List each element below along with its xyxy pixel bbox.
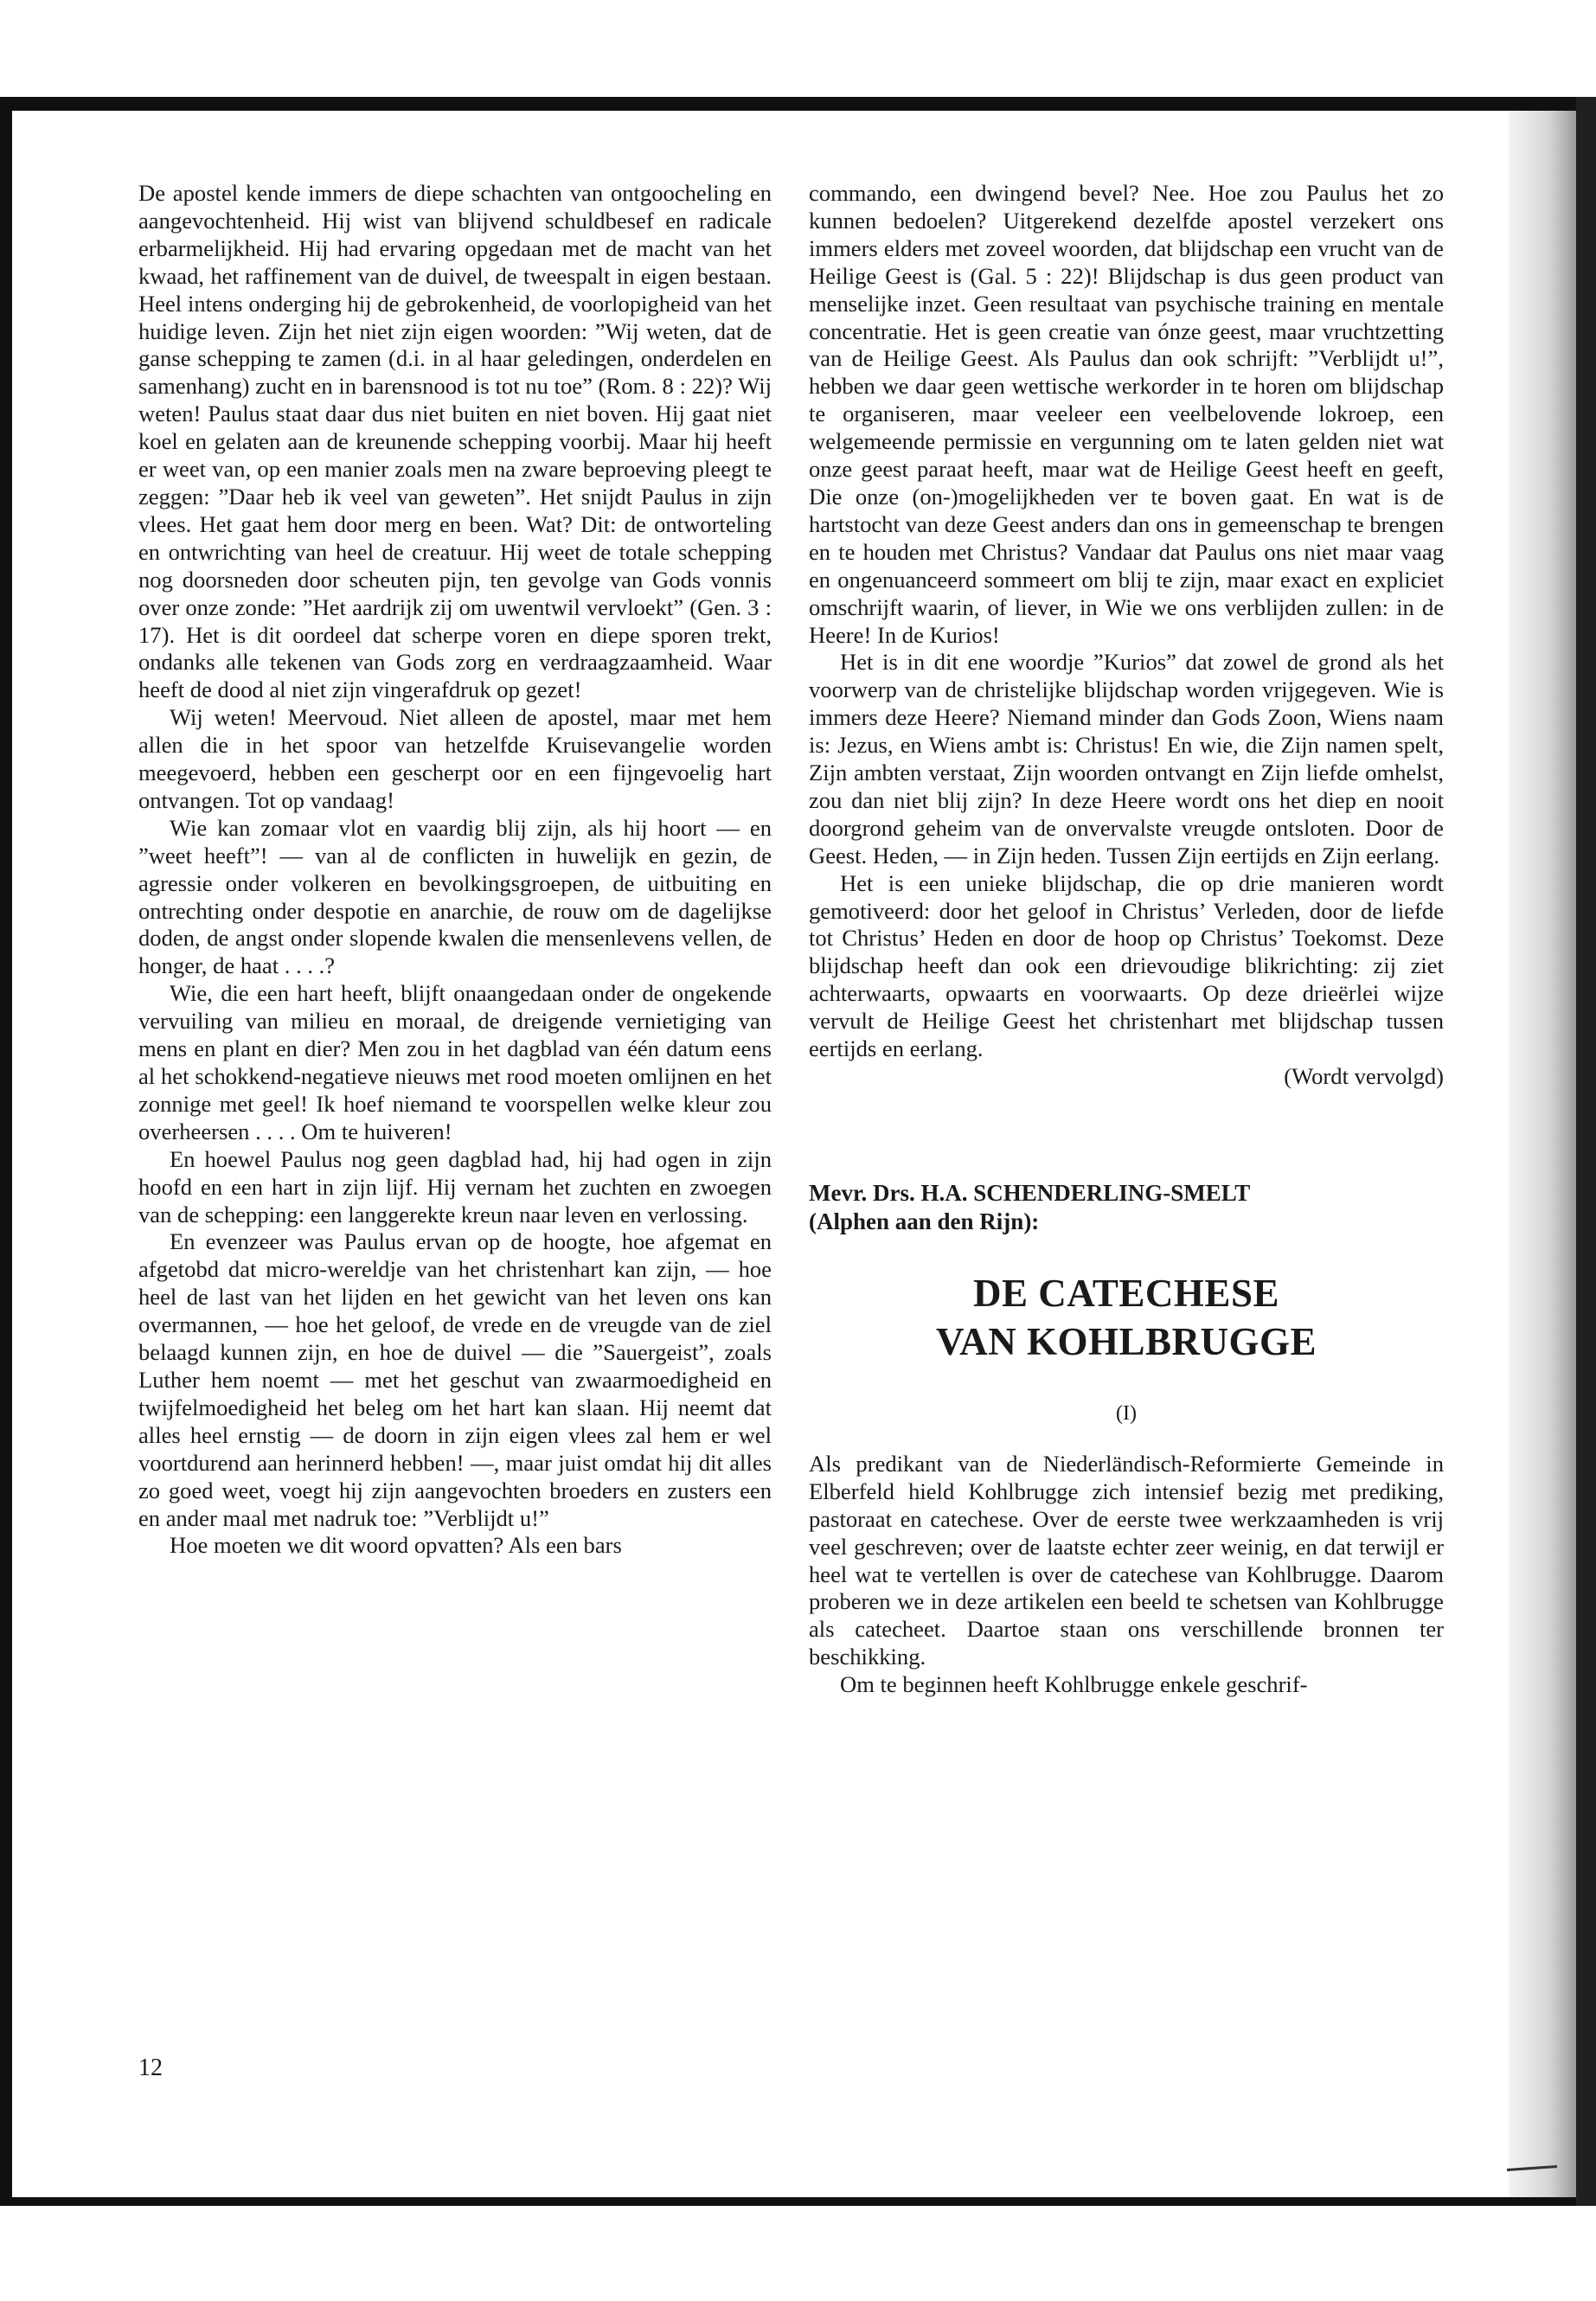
paragraph: En hoewel Paulus nog geen dagblad had, hij had ogen in zijn hoofd en een hart in zijn lijf. Hij vernam het zuchten en zwoegen van de schepping: een langgerekte kreun naar leven en verlossing. — [138, 1145, 772, 1227]
scan-frame-bottom — [0, 2197, 1596, 2206]
scan-frame-top — [0, 97, 1596, 111]
scan-frame-left — [0, 97, 12, 2206]
paragraph: Wie kan zomaar vlot en vaardig blij zijn, als hij hoort — en ”weet heeft”! — van al de conflicten in huwelijk en gezin, de agressie onder volkeren en bevolkingsgroepen, de uitbuiting en ontrechting onder despotie en anarchie, de rouw om de dagelijkse doden, de angst onder slopende kwalen die mensenlevens vellen, de honger, de haat . . . .? — [138, 814, 772, 979]
article-author — [809, 1179, 1444, 1236]
paragraph: Om te beginnen heeft Kohlbrugge enkele geschrif- — [840, 1671, 1308, 1698]
paragraph: En evenzeer was Paulus ervan op de hoogte, hoe afgemat en afgetobd dat micro-wereldje van het christenhart kan zijn, — hoe heel de last van het lijden en het gewicht van het leven ons kan overmannen, — hoe het geloof, de vrede en de vreugde van de ziel belaagd kunnen zijn, en hoe de duivel — die ”Sauergeist”, zoals Luther hem noemt — met het geschut van zwaarmoedigheid en twijfelmoedigheid het beleg om het hart kan slaan. Hij neemt dat alles heel ernstig — de doorn in zijn eigen vlees zal hem er wel voortdurend aan herinnerd hebben! —, maar juist omdat hij dit alles zo goed weet, voegt hij zijn aangevochten broeders en zusters een en ander maal met nadruk toe: ”Verblijdt u!” — [138, 1228, 772, 1531]
title-line-2: VAN KOHLBRUGGE — [936, 1319, 1317, 1363]
right-column — [809, 180, 1444, 1699]
author-place: (Alphen aan den Rijn): — [809, 1208, 1040, 1234]
paragraph: Hoe moeten we dit woord opvatten? Als een bars — [170, 1532, 622, 1559]
paragraph: Het is in dit ene woordje ”Kurios” dat zowel de grond als het voorwerp van de christelijke blijdschap worden vrijgegeven. Wie is immers deze Heere? Niemand minder dan Gods Zoon, Wiens naam is: Jezus, en Wiens ambt is: Christus! En wie, die Zijn namen spelt, Zijn ambten verstaat, Zijn woorden ontvangt en Zijn liefde omhelst, zou dan niet blij zijn? In deze Heere wordt ons het diep en nooit doorgrond geheim van de onvervalste vreugde ontsloten. Door de Geest. Heden, — in Zijn heden. Tussen Zijn eertijds en Zijn eerlang. — [809, 649, 1444, 868]
paragraph: commando, een dwingend bevel? Nee. Hoe zou Paulus het zo kunnen bedoelen? Uitgerekend dezelfde apostel verzekert ons immers elders met zoveel woorden, dat blijdschap een vrucht van de Heilige Geest is (Gal. 5 : 22)! Blijdschap is dus geen product van menselijke inzet. Geen resultaat van psychische training en mentale concentratie. Het is geen creatie van ónze geest, maar vruchtzetting van de Heilige Geest. Als Paulus dan ook schrijft: ”Verblijdt u!”, hebben we daar geen wettische werkorder in te horen om blijdschap te organiseren, maar veeleer een veelbelovende lokroep, een welgemeende permissie en vergunning om te laten gelden niet wat onze geest paraat heeft, maar wat de Heilige Geest heeft en geeft, Die onze (on-)mogelijkheden ver te boven gaat. En wat is de hartstocht van deze Geest anders dan ons in gemeenschap te brengen en te houden met Christus? Vandaar dat Paulus ons niet maar vaag en ongenuanceerd sommeert om blij te zijn, maar exact en expliciet omschrijft waarin, of liever, in Wie we ons verblijden zullen: in de Heere! In de Kurios! — [809, 180, 1444, 648]
part-label: (I) — [1116, 1401, 1137, 1425]
article-title — [809, 1269, 1444, 1366]
title-line-1: DE CATECHESE — [972, 1271, 1279, 1315]
paragraph: Als predikant van de Niederländisch-Reformierte Gemeinde in Elberfeld hield Kohlbrugge zich intensief bezig met prediking, pastoraat en catechese. Over de eerste twee werkzaamheden is vrij veel geschreven; over de laatste echter zeer weinig, en dat terwijl er heel wat te vertellen is over de catechese van Kohlbrugge. Daarom proberen we in deze artikelen een beeld te schetsen van Kohlbrugge als catecheet. Daartoe staan ons verschillende bronnen ter beschikking. — [809, 1450, 1444, 1670]
page-number: 12 — [138, 2054, 163, 2081]
page-binding-shadow — [1509, 111, 1576, 2197]
paragraph: Wij weten! Meervoud. Niet alleen de apostel, maar met hem allen die in het spoor van hetzelfde Kruisevangelie worden meegevoerd, hebben een gescherpt oor en een fijngevoelig hart ontvangen. Tot op vandaag! — [138, 704, 772, 813]
paragraph: Wie, die een hart heeft, blijft onaangedaan onder de ongekende vervuiling van milieu en moraal, de dreigende vernietiging van mens en plant en dier? Men zou in het dagblad van één datum eens al het schokkend-negatieve nieuws met rood moeten omlijnen en het zonnige met geel! Ik hoef niemand te voorspellen welke kleur zou overheersen . . . . Om te huiveren! — [138, 980, 772, 1144]
scan-margin-top — [0, 0, 1596, 97]
paragraph: Het is een unieke blijdschap, die op drie manieren wordt gemotiveerd: door het geloof in Christus’ Verleden, door de liefde tot Christus’ Heden en door de hoop op Christus’ Toekomst. Deze blijdschap heeft dan ook een drievoudige blikrichting: zij ziet achterwaarts, opwaarts en voorwaarts. Op deze drieërlei wijze vervult de Heilige Geest het christenhart met blijdschap tussen eertijds en eerlang. — [809, 869, 1444, 1062]
paragraph: De apostel kende immers de diepe schachten van ontgoocheling en aangevochtenheid. Hij wist van blijvend schuldbesef en radicale erbarmelijkheid. Hij had ervaring opgedaan met de macht van het kwaad, het raffinement van de duivel, de tweespalt in eigen bestaan. Heel intens onderging hij de gebrokenheid, de voorlopigheid van het huidige leven. Zijn het niet zijn eigen woorden: ”Wij weten, dat de ganse schepping te zamen (d.i. in al haar geledingen, onderdelen en samenhang) zucht en in barensnood is tot nu toe” (Rom. 8 : 22)? Wij weten! Paulus staat daar dus niet buiten en niet boven. Hij gaat niet koel en gelaten aan de kreunende schepping voorbij. Maar hij heeft er weet van, op een manier zoals men na zware beproeving pleegt te zeggen: ”Daar heb ik veel van geweten”. Het snijdt Paulus in zijn vlees. Het gaat hem door merg en been. Wat? Dit: de ontworteling en ontwrichting van heel de creatuur. Hij weet de totale schepping nog doorsneden door scheuten pijn, ten gevolge van Gods vonnis over onze zonde: ”Het aardrijk zij om uwentwil vervloekt” (Gen. 3 : 17). Het is dit oordeel dat scherpe voren en diepe sporen trekt, ondanks alle tekenen van Gods zorg en verdraagzaamheid. Waar heeft de dood al niet zijn vingerafdruk op gezet! — [138, 180, 772, 703]
left-column — [138, 180, 772, 1560]
author-name: Mevr. Drs. H.A. SCHENDERLING-SMELT — [809, 1179, 1251, 1206]
scan-frame-right — [1576, 97, 1596, 2206]
continued-note: (Wordt vervolgd) — [1284, 1063, 1444, 1089]
